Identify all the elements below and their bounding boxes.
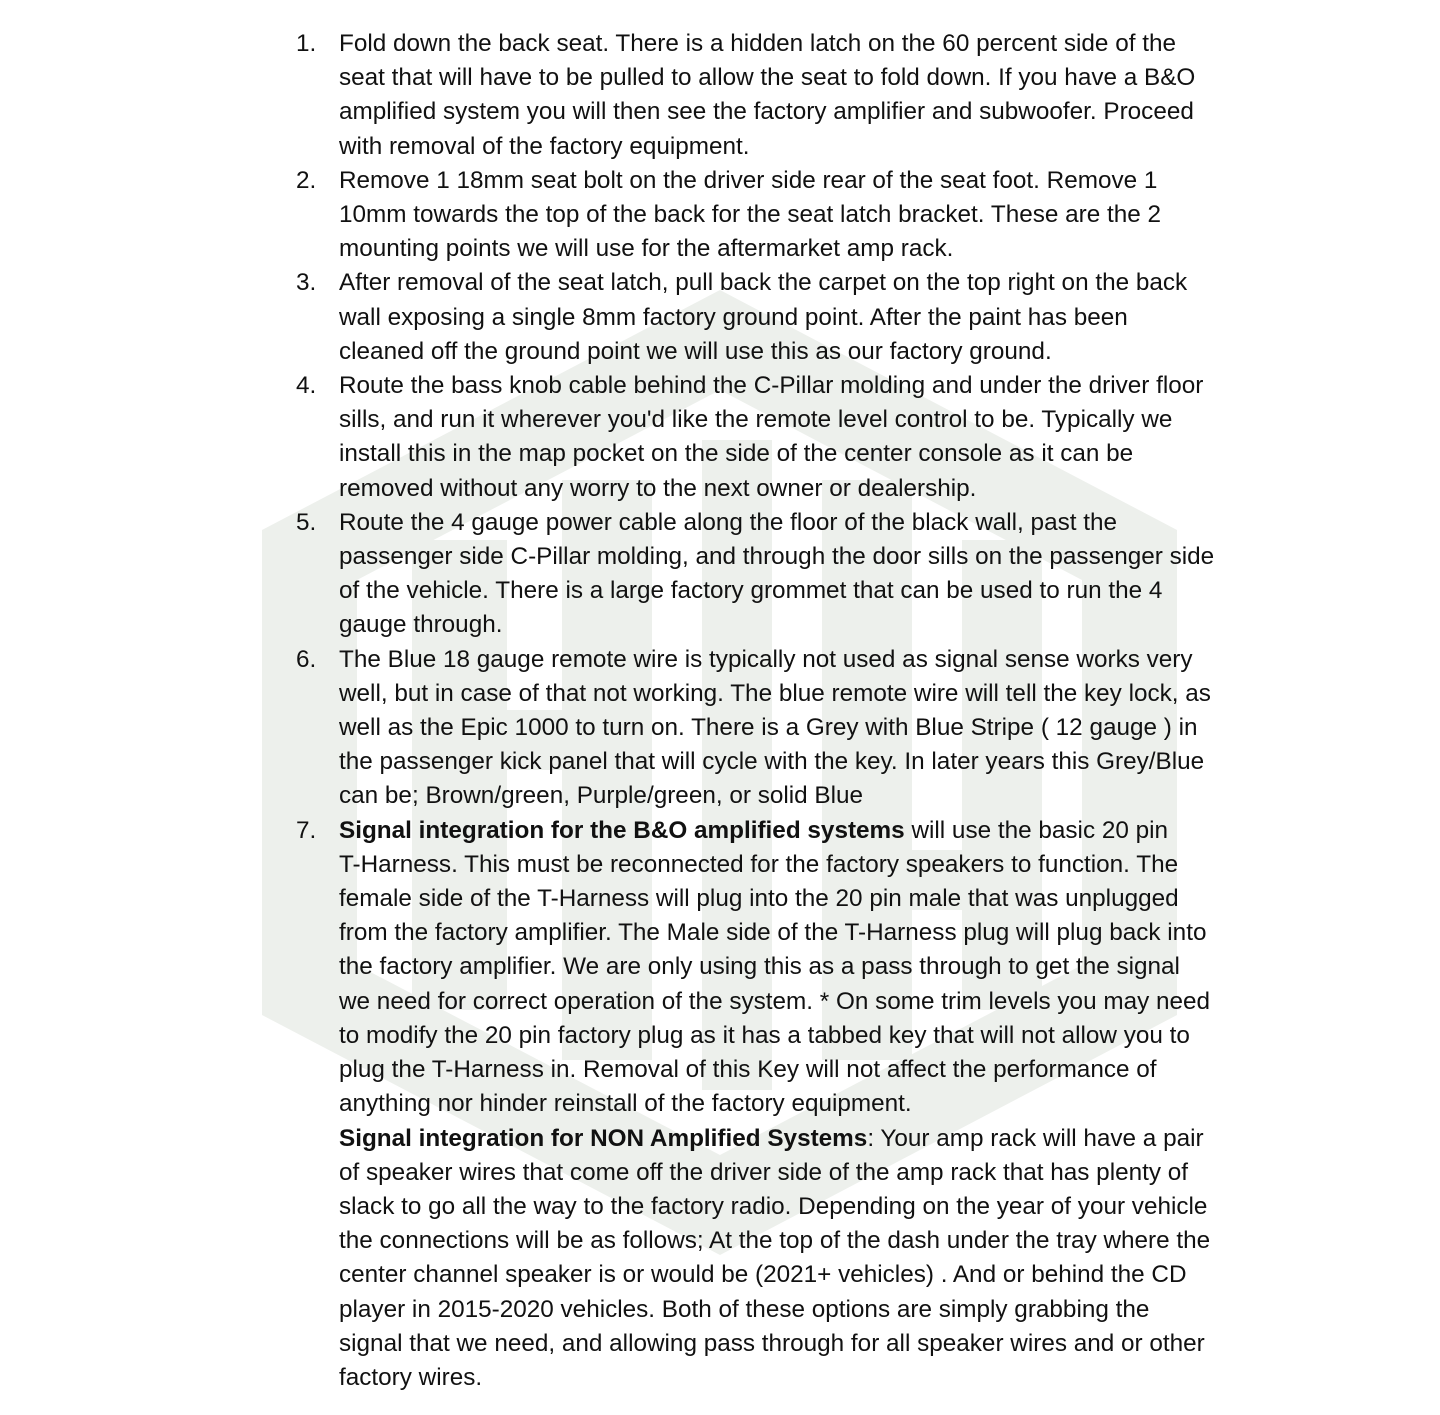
text-line	[339, 814, 1284, 848]
text-line: cleaned off the ground point we will use this as our factory ground.	[339, 337, 1052, 365]
text-line: 10mm towards the top of the back for the seat latch bracket. These are the 2	[339, 201, 1162, 229]
step-item	[0, 27, 1440, 164]
text-line: female side of the T-Harness will plug into the 20 pin male that was unplugged	[339, 885, 1179, 913]
step-number: 2.	[296, 166, 317, 194]
text-line: seat that will have to be pulled to allow the seat to fold down. If you have a B&O	[339, 64, 1196, 92]
text-line: the connections will be as follows; At the top of the dash under the tray where the	[339, 1227, 1211, 1255]
text-line: anything nor hinder reinstall of the factory equipment.	[339, 1090, 912, 1118]
step-text	[339, 643, 1284, 814]
step-text	[339, 506, 1284, 643]
text-line: with removal of the factory equipment.	[339, 132, 750, 160]
step-number: 3.	[296, 269, 317, 297]
text-line	[339, 1122, 1284, 1156]
step-text	[339, 164, 1284, 267]
bold-heading: Signal integration for NON Amplified Systems	[339, 1124, 868, 1152]
text-line: can be; Brown/green, Purple/green, or solid Blue	[339, 782, 864, 810]
text-line: player in 2015-2020 vehicles. Both of these options are simply grabbing the	[339, 1295, 1150, 1323]
text-line: Remove 1 18mm seat bolt on the driver side rear of the seat foot. Remove 1	[339, 166, 1158, 194]
text-line: well as the Epic 1000 to turn on. There is a Grey with Blue Stripe ( 12 gauge ) in	[339, 714, 1198, 742]
text-line: to modify the 20 pin factory plug as it has a tabbed key that will not allow you to	[339, 1021, 1190, 1049]
step-text	[339, 369, 1284, 506]
text-line: sills, and run it wherever you'd like the remote level control to be. Typically we	[339, 406, 1173, 434]
bold-heading: Signal integration for the B&O amplified systems	[339, 816, 905, 844]
step-number: 6.	[296, 645, 317, 673]
text-line: removed without any worry to the next owner or dealership.	[339, 474, 977, 502]
text-line: signal that we need, and allowing pass through for all speaker wires and or other	[339, 1329, 1205, 1357]
step-item	[0, 506, 1440, 643]
step-number: 4.	[296, 372, 317, 400]
text-line: passenger side C-Pillar molding, and through the door sills on the passenger side	[339, 543, 1215, 571]
text-line: the passenger kick panel that will cycle with the key. In later years this Grey/Blue	[339, 748, 1205, 776]
step-item	[0, 164, 1440, 267]
text-line: install this in the map pocket on the side of the center console as it can be	[339, 440, 1134, 468]
step-text	[339, 266, 1284, 369]
text-line: plug the T-Harness in. Removal of this Key will not affect the performance of	[339, 1056, 1157, 1084]
step-number: 1.	[296, 30, 317, 57]
step-item	[0, 266, 1440, 369]
text-line: Route the 4 gauge power cable along the floor of the black wall, past the	[339, 508, 1118, 536]
text-line: T-Harness. This must be reconnected for the factory speakers to function. The	[339, 850, 1179, 878]
instructions-document	[0, 27, 1440, 1395]
text-line: amplified system you will then see the factory amplifier and subwoofer. Proceed	[339, 98, 1194, 126]
text-run: : Your amp rack will have a pair	[867, 1124, 1204, 1152]
text-line: The Blue 18 gauge remote wire is typically not used as signal sense works very	[339, 645, 1193, 673]
text-line: the factory amplifier. We are only using this as a pass through to get the signal	[339, 953, 1180, 981]
text-line: of the vehicle. There is a large factory grommet that can be used to run the 4	[339, 577, 1163, 605]
step-text	[339, 814, 1284, 1395]
text-line: center channel speaker is or would be (2021+ vehicles) . And or behind the CD	[339, 1261, 1187, 1289]
text-line: we need for correct operation of the system. * On some trim levels you may need	[339, 987, 1211, 1015]
text-line: of speaker wires that come off the driver side of the amp rack that has plenty of	[339, 1158, 1189, 1186]
step-number: 7.	[296, 816, 317, 844]
text-line: Fold down the back seat. There is a hidden latch on the 60 percent side of the	[339, 30, 1176, 57]
text-line: slack to go all the way to the factory radio. Depending on the year of your vehicle	[339, 1192, 1208, 1220]
text-line: mounting points we will use for the aftermarket amp rack.	[339, 235, 954, 263]
text-line: wall exposing a single 8mm factory ground point. After the paint has been	[339, 303, 1128, 331]
step-item	[0, 814, 1440, 1395]
text-line: Route the bass knob cable behind the C-Pillar molding and under the driver floor	[339, 372, 1204, 400]
step-item	[0, 643, 1440, 814]
step-item	[0, 369, 1440, 506]
steps-list	[0, 27, 1440, 1395]
text-line: gauge through.	[339, 611, 503, 639]
text-line: After removal of the seat latch, pull back the carpet on the top right on the back	[339, 269, 1188, 297]
text-line: well, but in case of that not working. The blue remote wire will tell the key lock, as	[339, 679, 1211, 707]
step-number: 5.	[296, 508, 317, 536]
text-run: will use the basic 20 pin	[904, 816, 1169, 844]
text-line: factory wires.	[339, 1363, 483, 1391]
text-line: from the factory amplifier. The Male side of the T-Harness plug will plug back into	[339, 919, 1207, 947]
step-text	[339, 27, 1284, 164]
